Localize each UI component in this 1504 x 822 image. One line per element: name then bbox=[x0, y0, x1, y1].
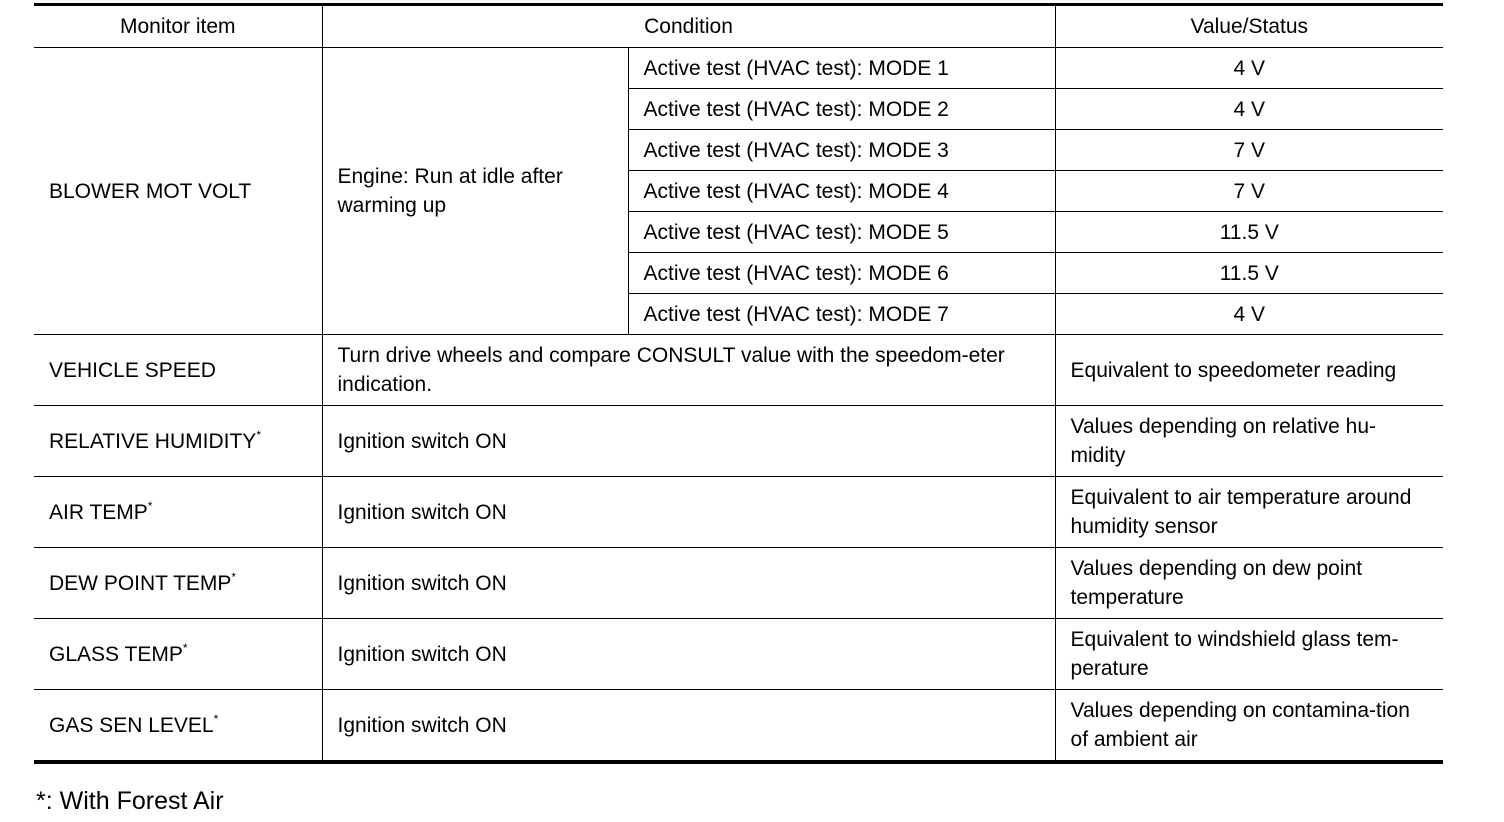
monitor-item-cell bbox=[34, 619, 322, 690]
value-cell: Values depending on relative hu-midity bbox=[1055, 406, 1443, 477]
monitor-item-label: GLASS TEMP bbox=[49, 642, 183, 666]
footnote-mark: * bbox=[213, 711, 219, 726]
monitor-spec-table bbox=[34, 3, 1443, 764]
monitor-item-label: GAS SEN LEVEL bbox=[49, 713, 214, 737]
monitor-item-cell bbox=[34, 548, 322, 619]
value-cell: Equivalent to air temperature around humidity sensor bbox=[1055, 477, 1443, 548]
table-row bbox=[34, 548, 1443, 619]
value-cell: Values depending on dew point temperature bbox=[1055, 548, 1443, 619]
footnote-mark: * bbox=[182, 640, 188, 655]
monitor-item-cell bbox=[34, 406, 322, 477]
table-header-row bbox=[34, 5, 1443, 48]
monitor-item-cell bbox=[34, 335, 322, 406]
header-condition: Condition bbox=[322, 5, 1055, 48]
monitor-item-cell: BLOWER MOT VOLT bbox=[34, 48, 322, 335]
monitor-item-label: RELATIVE HUMIDITY bbox=[49, 429, 257, 453]
monitor-item-label: DEW POINT TEMP bbox=[49, 571, 232, 595]
header-value-status: Value/Status bbox=[1055, 5, 1443, 48]
active-test-cell: Active test (HVAC test): MODE 6 bbox=[628, 253, 1055, 294]
active-test-cell: Active test (HVAC test): MODE 7 bbox=[628, 294, 1055, 335]
active-test-cell: Active test (HVAC test): MODE 2 bbox=[628, 89, 1055, 130]
value-cell: 11.5 V bbox=[1055, 212, 1443, 253]
footnote-mark: * bbox=[231, 569, 237, 584]
table-row bbox=[34, 477, 1443, 548]
condition-cell: Turn drive wheels and compare CONSULT value with the speedom-eter indication. bbox=[322, 335, 1055, 406]
value-cell: 7 V bbox=[1055, 130, 1443, 171]
active-test-cell: Active test (HVAC test): MODE 3 bbox=[628, 130, 1055, 171]
active-test-cell: Active test (HVAC test): MODE 4 bbox=[628, 171, 1055, 212]
active-test-cell: Active test (HVAC test): MODE 1 bbox=[628, 48, 1055, 89]
value-cell: Equivalent to speedometer reading bbox=[1055, 335, 1443, 406]
active-test-cell: Active test (HVAC test): MODE 5 bbox=[628, 212, 1055, 253]
value-cell: 4 V bbox=[1055, 48, 1443, 89]
condition-cell: Ignition switch ON bbox=[322, 619, 1055, 690]
monitor-item-label: AIR TEMP bbox=[49, 500, 148, 524]
condition-cell: Ignition switch ON bbox=[322, 477, 1055, 548]
condition-cell: Ignition switch ON bbox=[322, 406, 1055, 477]
footnote: *: With Forest Air bbox=[36, 787, 224, 815]
value-cell: 7 V bbox=[1055, 171, 1443, 212]
condition-cell: Engine: Run at idle after warming up bbox=[322, 48, 628, 335]
value-cell: 4 V bbox=[1055, 294, 1443, 335]
header-monitor-item: Monitor item bbox=[34, 5, 322, 48]
table-row bbox=[34, 406, 1443, 477]
value-cell: Values depending on contamina-tion of ambient air bbox=[1055, 690, 1443, 763]
condition-cell: Ignition switch ON bbox=[322, 690, 1055, 763]
value-cell: 4 V bbox=[1055, 89, 1443, 130]
table-row bbox=[34, 48, 1443, 89]
table-row bbox=[34, 335, 1443, 406]
footnote-mark: * bbox=[147, 498, 153, 513]
table-row bbox=[34, 690, 1443, 763]
table-row bbox=[34, 619, 1443, 690]
value-cell: 11.5 V bbox=[1055, 253, 1443, 294]
monitor-item-cell bbox=[34, 477, 322, 548]
monitor-item-label: VEHICLE SPEED bbox=[49, 358, 216, 382]
monitor-item-cell bbox=[34, 690, 322, 763]
condition-cell: Ignition switch ON bbox=[322, 548, 1055, 619]
value-cell: Equivalent to windshield glass tem-perature bbox=[1055, 619, 1443, 690]
footnote-mark: * bbox=[256, 427, 261, 442]
